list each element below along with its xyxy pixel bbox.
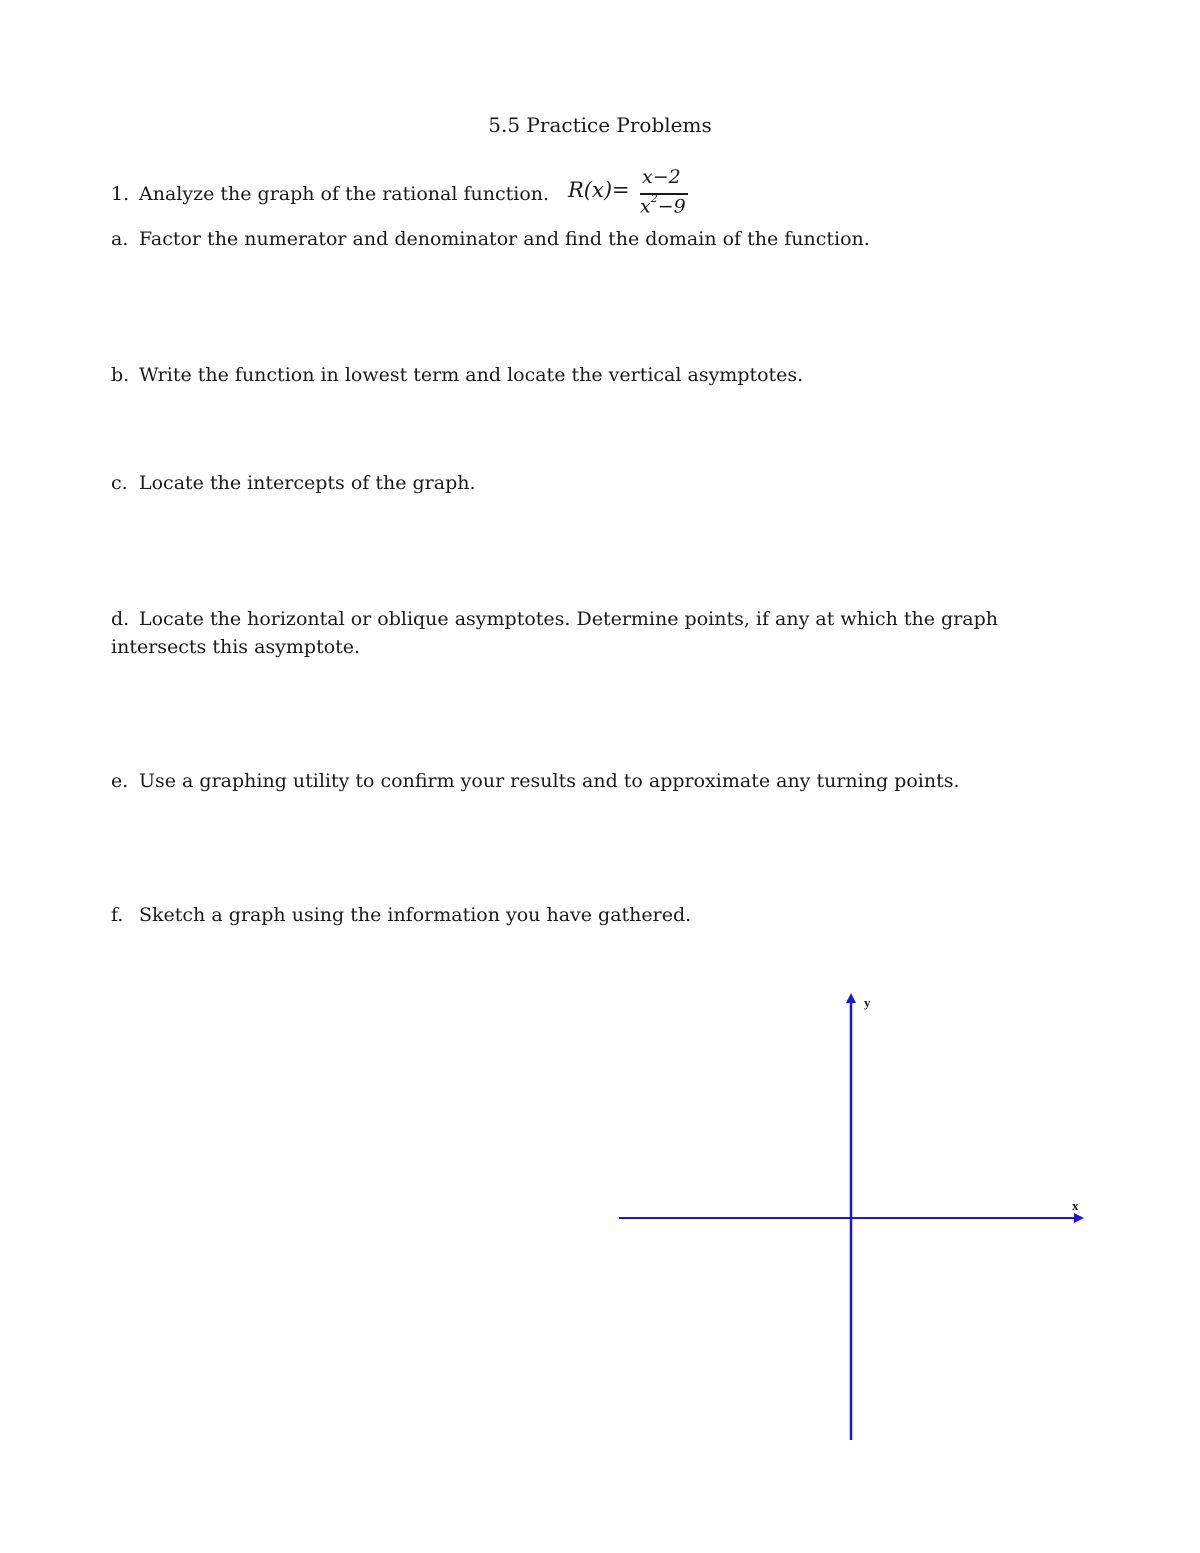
y-axis-label: y: [864, 995, 871, 1010]
rational-function-formula: [568, 168, 698, 226]
blank-coordinate-axes: [600, 980, 1100, 1450]
part-label: c.: [111, 472, 128, 494]
part-d: [111, 605, 1091, 661]
part-f: [111, 901, 691, 929]
part-text: Locate the horizontal or oblique asymptotes. Determine points, if any at which the graph intersects this asymptote.: [111, 608, 999, 658]
x-axis-arrow-icon: [1074, 1213, 1084, 1223]
formula-numerator: x−2: [642, 166, 681, 188]
part-text: Locate the intercepts of the graph.: [139, 472, 476, 494]
part-label: f.: [111, 904, 124, 926]
part-text: Factor the numerator and denominator and find the domain of the function.: [139, 228, 870, 250]
problem-text: Analyze the graph of the rational function.: [139, 183, 550, 205]
part-text: Sketch a graph using the information you have gathered.: [139, 904, 692, 926]
formula-denominator: $x^2-9$: [640, 192, 686, 218]
y-axis-arrow-icon: [846, 993, 856, 1003]
part-text: Use a graphing utility to confirm your results and to approximate any turning points.: [139, 770, 960, 792]
part-c: [111, 469, 476, 497]
part-a: [111, 225, 870, 253]
part-label: d.: [111, 608, 130, 630]
formula-lhs: R(x)=: [568, 178, 630, 202]
part-label: a.: [111, 228, 129, 250]
part-label: e.: [111, 770, 129, 792]
part-label: b.: [111, 364, 130, 386]
part-text: Write the function in lowest term and locate the vertical asymptotes.: [139, 364, 804, 386]
problem-number: 1.: [111, 183, 130, 205]
problem-1: [111, 180, 549, 208]
part-b: [111, 361, 803, 389]
part-e: [111, 767, 960, 795]
x-axis-label: x: [1072, 1198, 1079, 1213]
page-title: 5.5 Practice Problems: [488, 113, 712, 137]
